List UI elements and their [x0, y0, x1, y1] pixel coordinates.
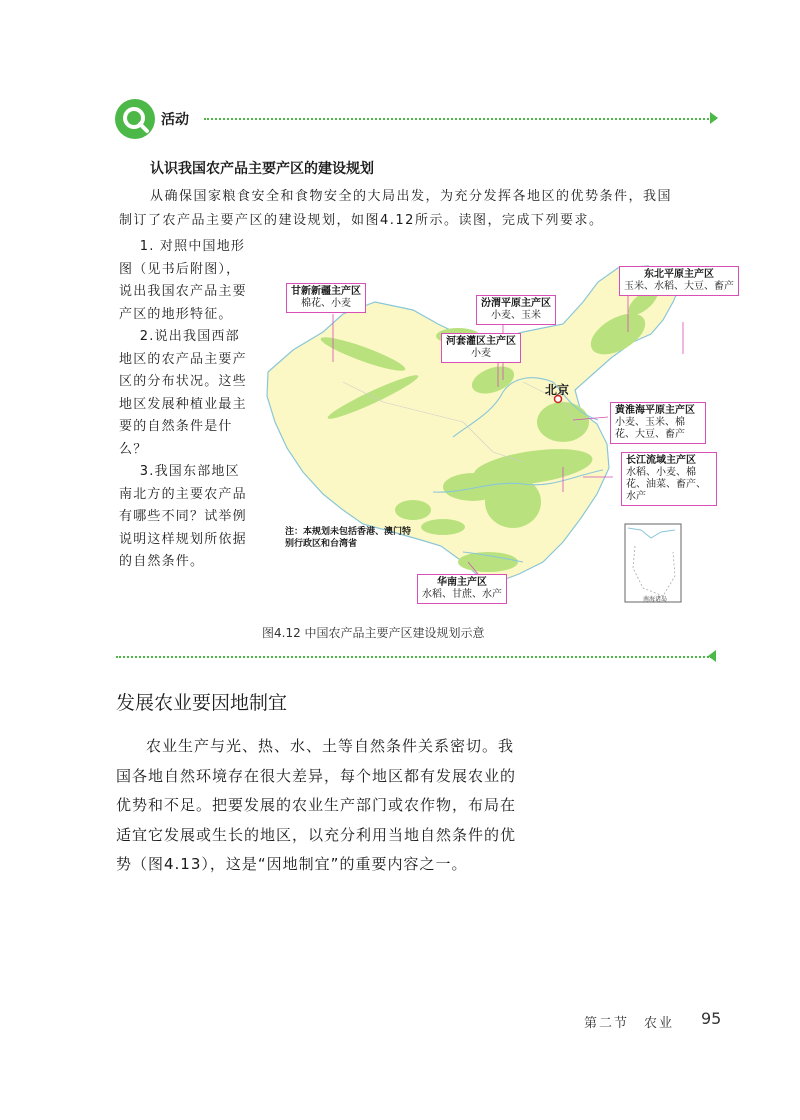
body-text: [116, 732, 524, 880]
region-label-hetao: 河套灌区主产区 小麦: [441, 333, 521, 363]
task-list: [119, 236, 249, 574]
region-label-dongbei: 东北平原主产区 玉米、水稻、大豆、畜产: [619, 266, 739, 296]
capital-label: 北京: [545, 383, 570, 397]
inset-label: 南海诸岛: [643, 596, 668, 603]
page-number: 95: [701, 1009, 722, 1028]
arrow-left-icon: [708, 650, 716, 662]
activity-heading: 认识我国农产品主要产区的建设规划: [150, 161, 374, 177]
map-note: 注：本规划未包括香港、澳门特别行政区和台湾省: [285, 527, 412, 549]
region-label-fenwei: 汾渭平原主产区 小麦、玉米: [476, 295, 556, 325]
region-label-huanan: 华南主产区 水稻、甘蔗、水产: [417, 574, 507, 604]
task-3: 3.我国东部地区南北方的主要农产品有哪些不同？试举例说明这样规划所依据的自然条件。: [119, 464, 247, 569]
activity-magnifier-icon: [113, 97, 157, 141]
activity-title: 活动: [161, 112, 189, 128]
bottom-divider: [116, 656, 712, 658]
region-label-huanghuaihai: 黄淮海平原主产区 小麦、玉米、棉花、大豆、畜产: [610, 402, 706, 444]
footer-section: 第二节 农业: [584, 1016, 675, 1031]
china-agriculture-map: [263, 262, 741, 616]
section-title: 发展农业要因地制宜: [116, 692, 288, 714]
task-2: 2.说出我国西部地区的农产品主要产区的分布状况。这些地区发展种植业最主要的自然条件是什么？: [119, 329, 247, 457]
body-paragraph: 农业生产与光、热、水、土等自然条件关系密切。我国各地自然环境存在很大差异，每个地区都有发展农业的优势和不足。把要发展的农业生产部门或农作物，布局在适宜它发展或生长的地区，以充分利用当地自然条件的优势（图4.13），这是“因地制宜”的重要内容之一。: [116, 737, 517, 873]
task-1: 1. 对照中国地形图（见书后附图），说出我国农产品主要产区的地形特征。: [119, 239, 247, 322]
intro-line-2: 制订了农产品主要产区的建设规划，如图4.12所示。读图，完成下列要求。: [119, 213, 604, 228]
intro-line-1: 从确保国家粮食安全和食物安全的大局出发，为充分发挥各地区的优势条件，我国: [150, 189, 673, 204]
arrow-right-icon: [710, 112, 718, 124]
region-label-ganxin: 甘新新疆主产区 棉花、小麦: [286, 283, 366, 313]
region-label-changjiang: 长江流域主产区 水稻、小麦、棉花、油菜、畜产、水产: [621, 452, 717, 506]
figure-caption: 图4.12 中国农产品主要产区建设规划示意: [262, 626, 485, 640]
top-divider: [204, 118, 716, 120]
